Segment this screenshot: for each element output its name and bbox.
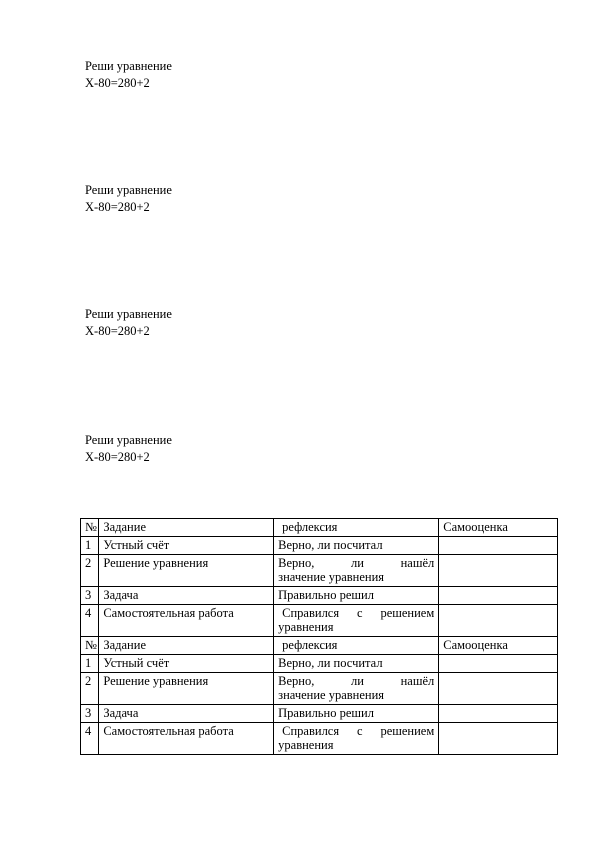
reflection-line: уравнения <box>278 620 334 634</box>
row-reflection <box>274 587 439 605</box>
row-selfeval <box>439 587 558 605</box>
header-task: Задание <box>99 637 274 655</box>
header-selfeval: Самооценка <box>439 637 558 655</box>
reflection-line: Справился с решением <box>282 606 435 620</box>
header-task: Задание <box>99 519 274 537</box>
exercise-prompt: Реши уравнение <box>85 433 172 447</box>
exercise-block-2 <box>85 182 172 216</box>
reflection-line: Справился с решением <box>282 724 435 738</box>
reflection-line: Правильно решил <box>278 588 374 602</box>
table-row <box>81 723 558 755</box>
row-selfeval <box>439 605 558 637</box>
row-task: Задача <box>99 705 274 723</box>
reflection-line: Правильно решил <box>278 706 374 720</box>
exercise-block-1 <box>85 58 172 92</box>
row-task: Задача <box>99 587 274 605</box>
row-num: 2 <box>81 673 99 705</box>
table-row <box>81 555 558 587</box>
table-row <box>81 705 558 723</box>
reflection-line: значение уравнения <box>278 570 385 584</box>
exercise-block-4 <box>85 432 172 466</box>
table-row <box>81 673 558 705</box>
reflection-line: Верно, ли посчитал <box>278 538 383 552</box>
table-row <box>81 655 558 673</box>
reflection-line: значение уравнения <box>278 688 385 702</box>
exercise-equation: X-80=280+2 <box>85 200 150 214</box>
row-task: Устный счёт <box>99 655 274 673</box>
row-reflection <box>274 705 439 723</box>
row-task: Устный счёт <box>99 537 274 555</box>
exercise-block-3 <box>85 306 172 340</box>
header-num: № <box>81 519 99 537</box>
table-header-row <box>81 519 558 537</box>
exercise-equation: X-80=280+2 <box>85 324 150 338</box>
row-reflection <box>274 723 439 755</box>
row-task: Самостоятельная работа <box>99 605 274 637</box>
header-reflection: рефлексия <box>274 519 439 537</box>
row-reflection <box>274 555 439 587</box>
row-reflection <box>274 605 439 637</box>
exercise-equation: X-80=280+2 <box>85 450 150 464</box>
row-selfeval <box>439 673 558 705</box>
exercise-prompt: Реши уравнение <box>85 183 172 197</box>
row-num: 1 <box>81 655 99 673</box>
reflection-line: Верно, ли посчитал <box>278 656 383 670</box>
row-task: Решение уравнения <box>99 555 274 587</box>
table-row <box>81 605 558 637</box>
row-reflection <box>274 655 439 673</box>
row-task: Самостоятельная работа <box>99 723 274 755</box>
table-row <box>81 587 558 605</box>
row-num: 3 <box>81 587 99 605</box>
row-reflection <box>274 673 439 705</box>
table-header-row <box>81 637 558 655</box>
header-selfeval: Самооценка <box>439 519 558 537</box>
row-reflection <box>274 537 439 555</box>
row-selfeval <box>439 705 558 723</box>
row-selfeval <box>439 655 558 673</box>
row-num: 1 <box>81 537 99 555</box>
reflection-line: Верно, ли нашёл <box>278 556 435 570</box>
row-selfeval <box>439 723 558 755</box>
reflection-table <box>80 518 558 755</box>
reflection-line: Верно, ли нашёл <box>278 674 435 688</box>
row-num: 3 <box>81 705 99 723</box>
table-row <box>81 537 558 555</box>
exercise-equation: X-80=280+2 <box>85 76 150 90</box>
header-reflection: рефлексия <box>274 637 439 655</box>
exercise-prompt: Реши уравнение <box>85 307 172 321</box>
row-selfeval <box>439 555 558 587</box>
reflection-line: уравнения <box>278 738 334 752</box>
row-num: 2 <box>81 555 99 587</box>
row-task: Решение уравнения <box>99 673 274 705</box>
row-num: 4 <box>81 605 99 637</box>
exercise-prompt: Реши уравнение <box>85 59 172 73</box>
header-num: № <box>81 637 99 655</box>
row-selfeval <box>439 537 558 555</box>
row-num: 4 <box>81 723 99 755</box>
